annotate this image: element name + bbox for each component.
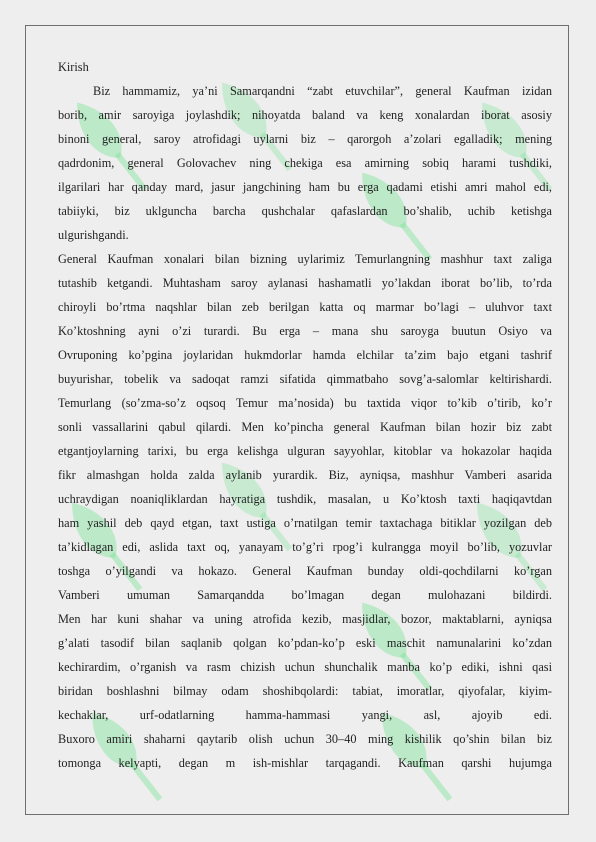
- page-frame: [25, 25, 569, 815]
- text-line: ta’kidlagan edi, aslida taxt oq, yanayam to’g’ri rpog’i kulrangga moyil bo’lib, yozuvlar: [58, 540, 552, 554]
- text-line: qadrdonim, general Golovachev ning chekiga esa amirning sobiq harami tushdiki,: [58, 156, 552, 170]
- paragraph-3: [58, 607, 552, 727]
- paragraph-4: [58, 727, 552, 775]
- text-line: buyurishar, tobelik va sadoqat ramzi sifatida qimmatbaho sovg’a-salomlar keltirishardi.: [58, 372, 552, 386]
- text-line: kechaklar, urf-odatlarning hamma-hammasi yangi, asl, ajoyib edi.: [58, 708, 552, 722]
- text-line: tomonga kelyapti, degan m ish-mishlar tarqagandi. Kaufman qarshi hujumga: [58, 756, 552, 770]
- text-line: kechirardim, o’rganish va rasm chizish uchun shunchalik manba ko’p ediki, ishni qasi: [58, 660, 552, 674]
- text-line: uchraydigan noaniqliklardan hayratiga tushdik, masalan, u Ko’ktosh taxti haqiqavtdan: [58, 492, 552, 506]
- text-line: binoni general, saroy atrofidagi uylarni biz – qarorgoh a’zolari egalladik; mening: [58, 132, 552, 146]
- text-line: borib, amir saroyiga joylashdik; nihoyatda baland va keng xonalardan iborat asosiy: [58, 108, 552, 122]
- text-line: Ovruponing ko’pgina joylaridan hukmdorlar hamda elchilar ta’zim bajo etgani tashrif: [58, 348, 552, 362]
- text-line: chiroyli bo’rtma naqshlar bilan zeb berilgan katta oq marmar bo’lagi – uluhvor taxt: [58, 300, 552, 314]
- text-line: ham yashil deb qayd etgan, taxt ustiga o’rnatilgan temir taxtachaga bitiklar yozilgan deb: [58, 516, 552, 530]
- text-line: ilgarilari har qanday mard, jasur jangchining ham bu erga qadami etishi amri mahol edi,: [58, 180, 552, 194]
- section-heading: Kirish: [58, 60, 89, 74]
- text-line: g’alati tasodif bilan saqlanib qolgan ko’pdan-ko’p eski maschit namunalarini ko’zdan: [58, 636, 552, 650]
- text-line: sonli vassallarini qabul qilardi. Men ko’pincha general Kaufman bilan hozir biz zabt: [58, 420, 552, 434]
- text-line: biridan boshlashni bilmay odam shoshibqolardi: tabiat, imoratlar, qiyofalar, kiyim-: [58, 684, 552, 698]
- text-line: tabiiyki, biz uklguncha barcha qushchalar qafaslardan bo’shalib, uchib ketishga: [58, 204, 552, 218]
- text-line: fikr almashgan holda zalda aylanib yurardik. Biz, ayniqsa, mashhur Vamberi asarida: [58, 468, 552, 482]
- text-line: Ko’ktoshning ayni o’zi turardi. Bu erga – mana shu saroyga buutun Osiyo va: [58, 324, 552, 338]
- document-body: [58, 55, 552, 775]
- text-line: General Kaufman xonalari bilan bizning uylarimiz Temurlangning mashhur taxt zaliga: [58, 252, 552, 266]
- text-line: Vamberi umuman Samarqandda bo’lmagan degan mulohazani bildirdi.: [58, 588, 552, 602]
- text-line: tutashib ketgandi. Muhtasham saroy aylanasi hashamatli yo’lakdan iborat bo’lib, to’rda: [58, 276, 552, 290]
- text-line: Biz hammamiz, ya’ni Samarqandni “zabt etuvchilar”, general Kaufman izidan: [93, 84, 552, 98]
- text-line: etgantjoylarning tarixi, bu erga kelishga ulguran sayyohlar, kitoblar va hokazolar haqida: [58, 444, 552, 458]
- text-line: Buxoro amiri shaharni qaytarib olish uchun 30–40 ming kishilik qo’shin bilan biz: [58, 732, 552, 746]
- paragraph-1: [58, 79, 552, 247]
- text-line: toshga o’yilgandi va hokazo. General Kaufman bunday oldi-qochdilarni ko’rgan: [58, 564, 552, 578]
- text-line: Men har kuni shahar va uning atrofida kezib, masjidlar, bozor, maktablarni, ayniqsa: [58, 612, 552, 626]
- text-line: Temurlang (so’zma-so’z oqsoq Temur ma’nosida) bu taxtida viqor to’kib o’tirib, ko’r: [58, 396, 552, 410]
- paragraph-2: [58, 247, 552, 607]
- text-line: ulgurishgandi.: [58, 228, 129, 242]
